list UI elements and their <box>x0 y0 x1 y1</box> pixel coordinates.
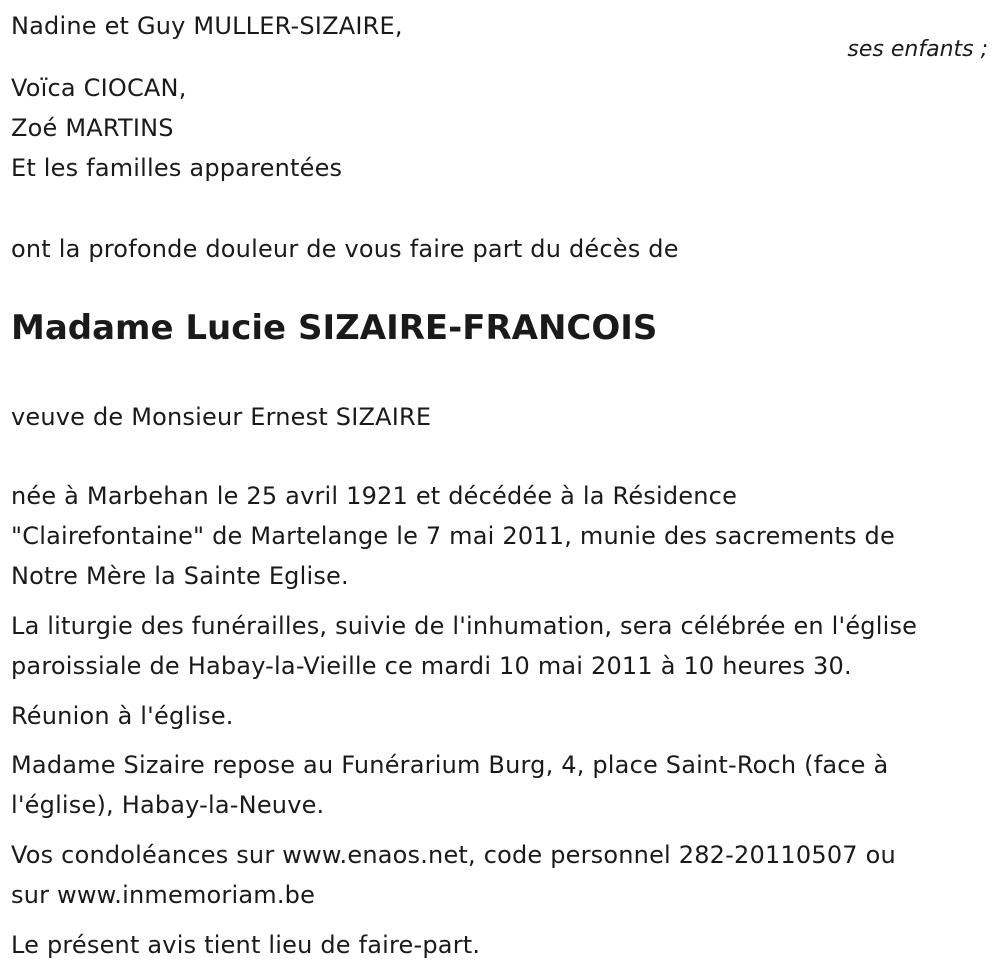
widow-of-text: veuve de Monsieur Ernest SIZAIRE <box>11 403 432 431</box>
birth-death-line: née à Marbehan le 25 avril 1921 et décédée à la Résidence <box>11 482 738 510</box>
children-names: Nadine et Guy MULLER-SIZAIRE, <box>11 12 403 40</box>
funeral-line: paroissiale de Habay-la-Vieille ce mardi 10 mai 2011 à 10 heures 30. <box>11 652 852 680</box>
relative-name: Zoé MARTINS <box>11 114 174 142</box>
announcement-text: ont la profonde douleur de vous faire part du décès de <box>11 235 679 263</box>
condolences-line: Vos condoléances sur www.enaos.net, code personnel 282-20110507 ou <box>11 841 896 869</box>
relative-name: Voïca CIOCAN, <box>11 74 187 102</box>
gathering-text: Réunion à l'église. <box>11 702 234 730</box>
funeral-line: La liturgie des funérailles, suivie de l'inhumation, sera célébrée en l'église <box>11 612 918 640</box>
condolences-line: sur www.inmemoriam.be <box>11 881 316 909</box>
birth-death-line: Notre Mère la Sainte Eglise. <box>11 562 349 590</box>
deceased-name: Madame Lucie SIZAIRE-FRANCOIS <box>11 308 658 348</box>
rest-location-line: l'église), Habay-la-Neuve. <box>11 791 325 819</box>
children-role: ses enfants ; <box>847 37 988 62</box>
notice-text: Le présent avis tient lieu de faire-part. <box>11 931 481 959</box>
relatives-families: Et les familles apparentées <box>11 154 343 182</box>
rest-location-line: Madame Sizaire repose au Funérarium Burg, 4, place Saint-Roch (face à <box>11 751 889 779</box>
birth-death-line: "Clairefontaine" de Martelange le 7 mai 2011, munie des sacrements de <box>11 522 895 550</box>
